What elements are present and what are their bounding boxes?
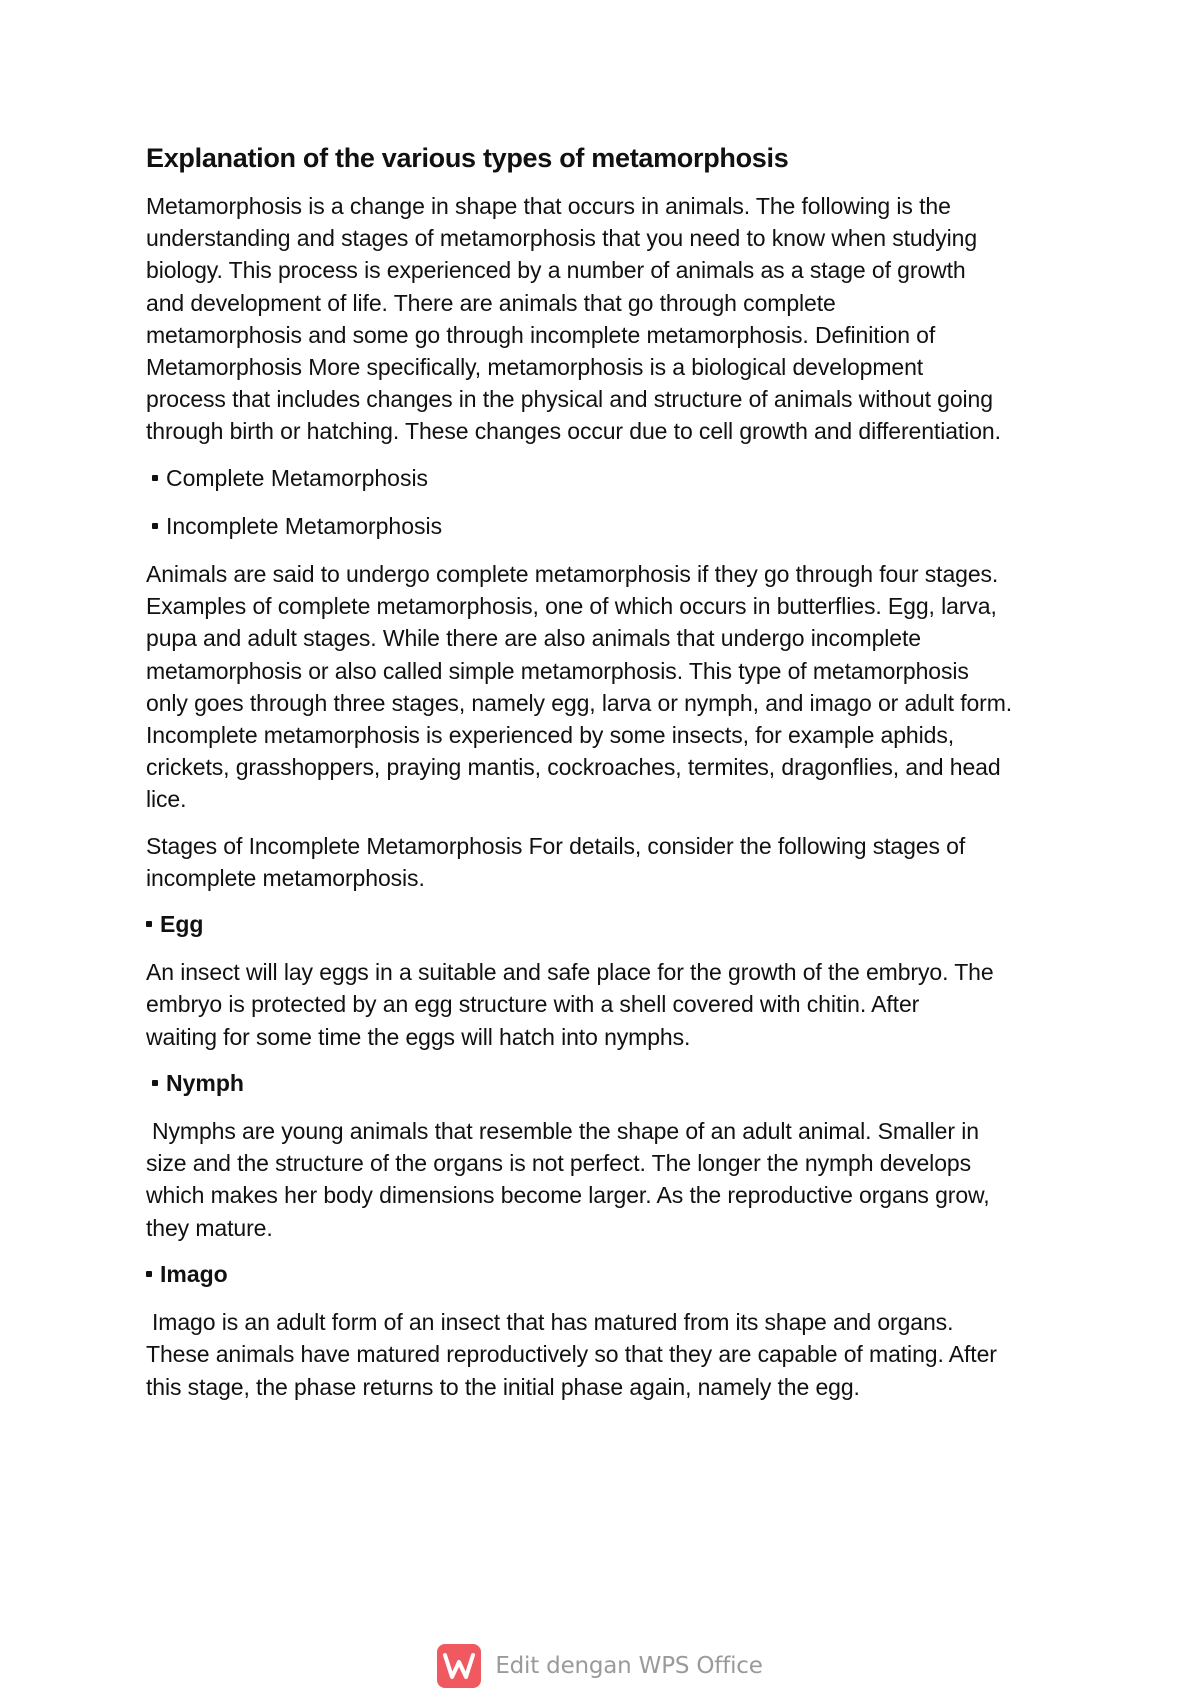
stage-line: embryo is protected by an egg structure with a shell covered with chitin. After — [146, 991, 920, 1018]
intro-line: understanding and stages of metamorphosis that you need to know when studying — [146, 225, 978, 252]
stage-heading-label: Nymph — [166, 1069, 244, 1096]
stage-paragraph-nymph — [146, 1115, 1076, 1244]
stages-intro-line: Stages of Incomplete Metamorphosis For details, consider the following stages of — [146, 832, 966, 859]
stage-line: Imago is an adult form of an insect that has matured from its shape and organs. — [152, 1309, 954, 1336]
comparison-line: crickets, grasshoppers, praying mantis, cockroaches, termites, dragonflies, and head — [146, 754, 1001, 781]
comparison-paragraph — [146, 558, 1076, 816]
intro-line: biology. This process is experienced by a number of animals as a stage of growth — [146, 257, 966, 284]
stage-paragraph-egg — [146, 956, 1076, 1053]
stage-line: size and the structure of the organs is not perfect. The longer the nymph develops — [146, 1150, 971, 1177]
stages-intro-line: incomplete metamorphosis. — [146, 864, 425, 891]
intro-line: Metamorphosis More specifically, metamorphosis is a biological development — [146, 354, 924, 381]
intro-line: metamorphosis and some go through incomplete metamorphosis. Definition of — [146, 321, 936, 348]
document-page — [146, 140, 1076, 1417]
stage-line: they mature. — [146, 1214, 273, 1241]
intro-line: and development of life. There are animals that go through complete — [146, 289, 836, 316]
stage-heading-label: Egg — [160, 911, 204, 938]
stage-line: Nymphs are young animals that resemble the shape of an adult animal. Smaller in — [152, 1118, 979, 1145]
bullet-item-complete — [146, 462, 1076, 494]
wps-watermark[interactable] — [0, 1644, 1200, 1688]
bullet-item-incomplete — [146, 510, 1076, 542]
stage-line: waiting for some time the eggs will hatch into nymphs. — [146, 1023, 691, 1050]
bullet-label: Incomplete Metamorphosis — [166, 512, 443, 539]
intro-line: through birth or hatching. These changes occur due to cell growth and differentiation. — [146, 418, 1001, 445]
wps-edit-link[interactable]: Edit dengan WPS Office — [495, 1653, 763, 1679]
stage-line: this stage, the phase returns to the initial phase again, namely the egg. — [146, 1373, 860, 1400]
wps-w-glyph-icon — [443, 1652, 475, 1680]
stages-intro-paragraph — [146, 830, 1076, 894]
document-title: Explanation of the various types of metamorphosis — [146, 143, 789, 173]
stage-line: An insect will lay eggs in a suitable and safe place for the growth of the embryo. The — [146, 959, 994, 986]
bullet-icon — [146, 1271, 152, 1277]
bullet-label: Complete Metamorphosis — [166, 464, 429, 491]
stage-paragraph-imago — [146, 1306, 1076, 1403]
bullet-icon — [152, 1080, 158, 1086]
comparison-line: only goes through three stages, namely egg, larva or nymph, and imago or adult form. — [146, 689, 1013, 716]
comparison-line: Examples of complete metamorphosis, one of which occurs in butterflies. Egg, larva, — [146, 593, 997, 620]
wps-office-logo-icon — [437, 1644, 481, 1688]
stage-line: which makes her body dimensions become larger. As the reproductive organs grow, — [146, 1182, 990, 1209]
bullet-icon — [152, 475, 158, 481]
comparison-line: pupa and adult stages. While there are also animals that undergo incomplete — [146, 625, 921, 652]
stage-heading-imago — [146, 1258, 1076, 1290]
bullet-icon — [146, 921, 152, 927]
bullet-icon — [152, 523, 158, 529]
comparison-line: Incomplete metamorphosis is experienced by some insects, for example aphids, — [146, 722, 955, 749]
intro-paragraph — [146, 190, 1076, 448]
stage-heading-label: Imago — [160, 1260, 228, 1287]
intro-line: process that includes changes in the physical and structure of animals without going — [146, 386, 993, 413]
intro-line: Metamorphosis is a change in shape that occurs in animals. The following is the — [146, 193, 951, 219]
stage-heading-egg — [146, 908, 1076, 940]
comparison-line: lice. — [146, 786, 187, 813]
comparison-line: metamorphosis or also called simple metamorphosis. This type of metamorphosis — [146, 657, 969, 684]
stage-line: These animals have matured reproductively so that they are capable of mating. After — [146, 1341, 997, 1368]
stage-heading-nymph — [146, 1067, 1076, 1099]
comparison-line: Animals are said to undergo complete metamorphosis if they go through four stages. — [146, 561, 999, 588]
